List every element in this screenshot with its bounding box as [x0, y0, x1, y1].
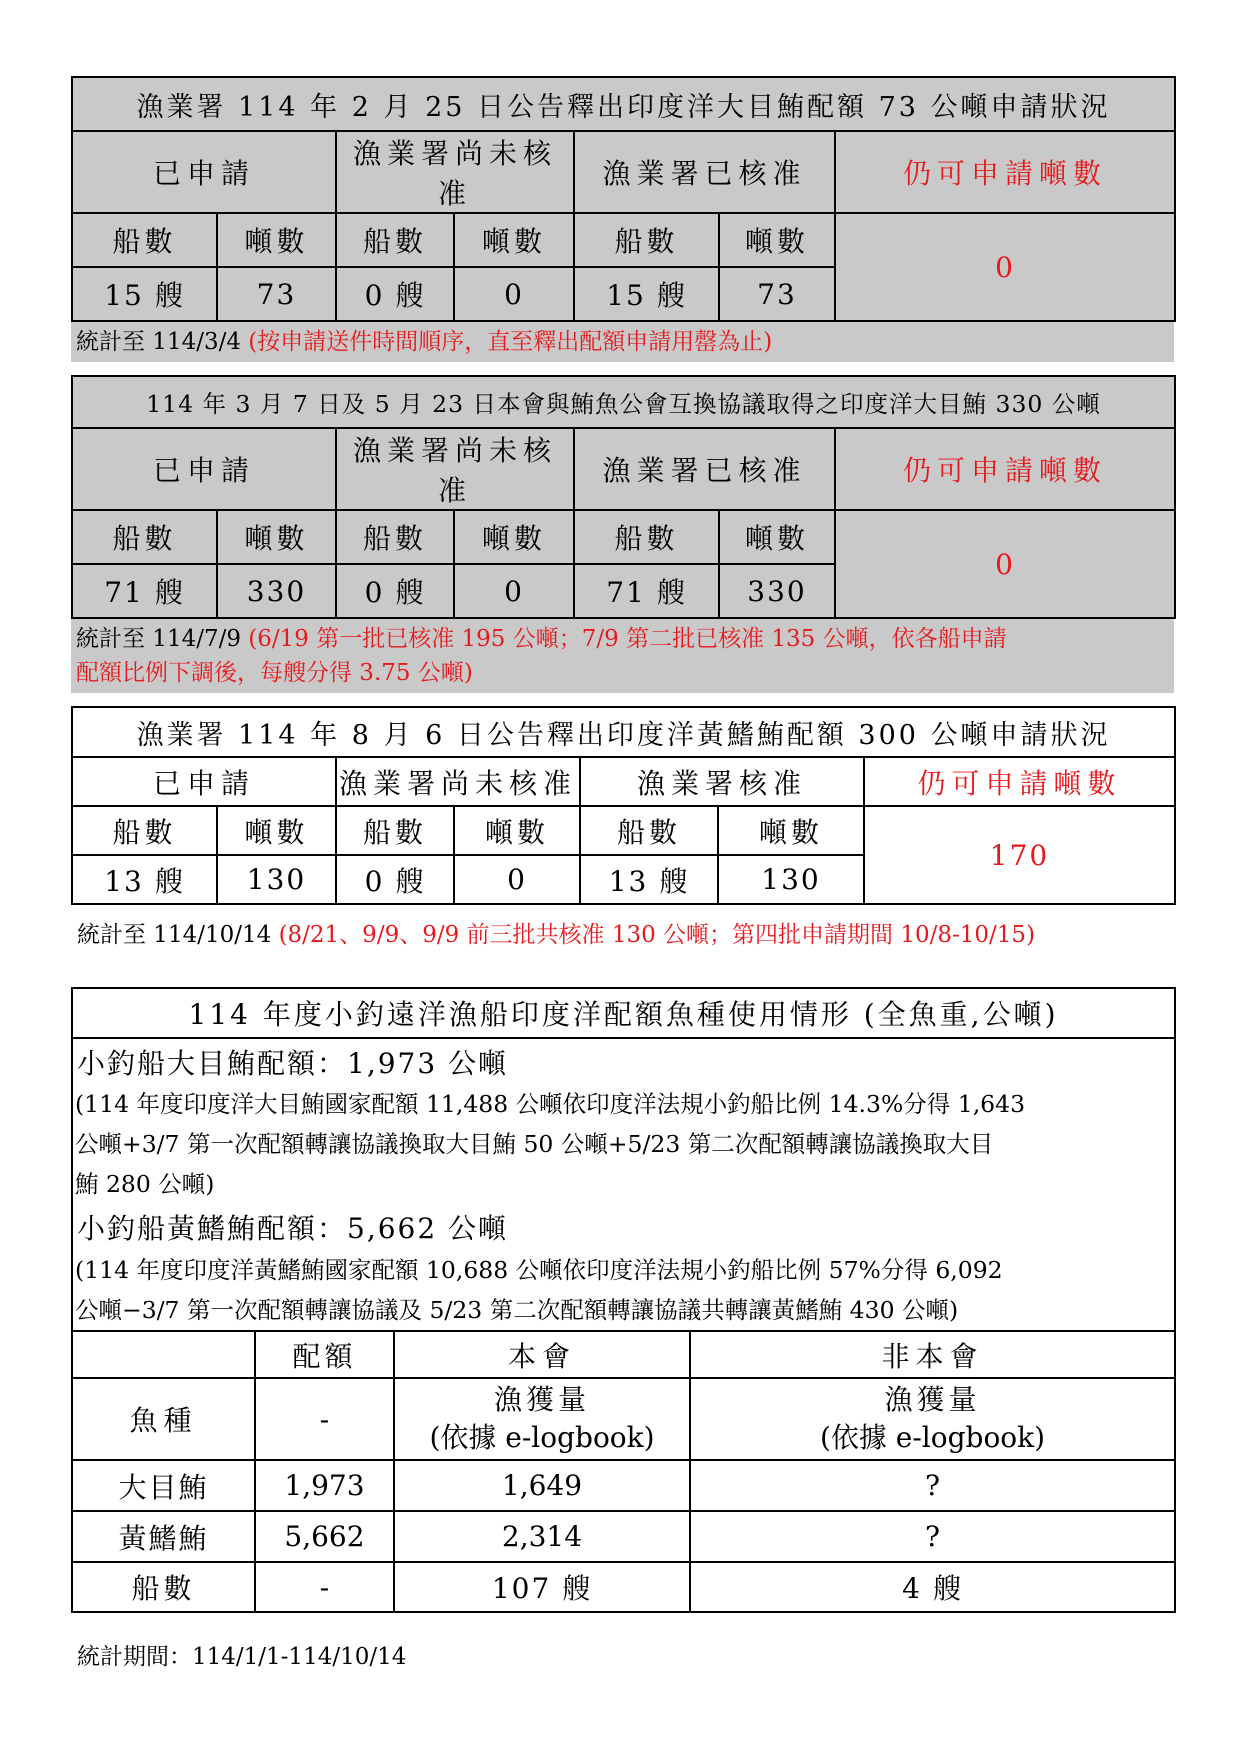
section2-table — [71, 375, 1176, 619]
section2-title: 114 年 3 月 7 日及 5 月 23 日本會與鮪魚公會互換協議取得之印度洋大目鮪 330 公噸 — [72, 376, 1175, 428]
approved-tons: 330 — [719, 564, 835, 618]
section3-table-block — [71, 706, 1174, 905]
section3-table — [71, 706, 1176, 905]
approved-vessels: 71 艘 — [574, 564, 719, 618]
bigeye-nonmember-catch: ? — [690, 1460, 1175, 1511]
remaining-value: 0 — [835, 510, 1175, 618]
vessels-quota: - — [255, 1562, 394, 1612]
subheader-vessels: 船數 — [574, 510, 719, 564]
header-remaining: 仍可申請噸數 — [864, 757, 1175, 806]
yellowfin-line-1: (114 年度印度洋黃鰭鮪國家配額 10,688 公噸依印度洋法規小釣船比例 57%分得 6,092 — [75, 1256, 1003, 1284]
note-detail: (8/21、9/9、9/9 前三批共核准 130 公噸；第四批申請期間 10/8-10/15) — [278, 922, 1036, 948]
section1-note — [71, 322, 1174, 362]
bigeye-quota-explanation — [72, 1084, 1175, 1204]
section3-note — [77, 916, 1035, 949]
header-approved: 漁業署已核准 — [574, 131, 835, 213]
col-header-nonmember: 非本會 — [690, 1331, 1175, 1378]
subheader-tons: 噸數 — [217, 510, 336, 564]
note-line-2: 配額比例下調後，每艘分得 3.75 公噸) — [76, 660, 473, 686]
vessels-nonmember: 4 艘 — [690, 1562, 1175, 1612]
header-remaining: 仍可申請噸數 — [835, 131, 1175, 213]
bigeye-member-catch: 1,649 — [394, 1460, 690, 1511]
subheader-vessels: 船數 — [72, 806, 217, 855]
pending-vessels: 0 艘 — [336, 267, 454, 321]
subheader-tons: 噸數 — [217, 806, 336, 855]
header-pending: 漁業署尚未核准 — [336, 757, 580, 806]
bigeye-quota-heading: 小釣船大目鮪配額：1,973 公噸 — [72, 1038, 1175, 1084]
yellowfin-member-catch: 2,314 — [394, 1511, 690, 1562]
yellowfin-line-2: 公噸−3/7 第一次配額轉讓協議及 5/23 第二次配額轉讓協議共轉讓黃鰭鮪 430 公噸) — [75, 1296, 959, 1324]
col-header-member: 本會 — [394, 1331, 690, 1378]
section2-table-block — [71, 375, 1174, 693]
section4-table — [71, 987, 1176, 1613]
subheader-vessels: 船數 — [574, 213, 719, 267]
applied-tons: 73 — [217, 267, 336, 321]
pending-tons: 0 — [454, 855, 580, 904]
catch-label: 漁獲量 — [493, 1383, 590, 1416]
pending-tons: 0 — [454, 564, 574, 618]
note-detail: (6/19 第一批已核准 195 公噸；7/9 第二批已核准 135 公噸，依各船申請 — [248, 626, 1007, 652]
bigeye-line-3: 鮪 280 公噸) — [75, 1170, 215, 1198]
nonmember-catch-header — [690, 1378, 1175, 1460]
remaining-value: 170 — [864, 806, 1175, 904]
note-date: 統計至 114/10/14 — [77, 922, 279, 948]
col-header-quota: 配額 — [255, 1331, 394, 1378]
approved-tons: 73 — [719, 267, 835, 321]
applied-tons: 130 — [217, 855, 336, 904]
section4-title: 114 年度小釣遠洋漁船印度洋配額魚種使用情形 (全魚重,公噸) — [72, 988, 1175, 1038]
note-detail: (按申請送件時間順序，直至釋出配額申請用罄為止) — [248, 329, 773, 355]
applied-vessels: 13 艘 — [72, 855, 217, 904]
catch-source: (依據 e-logbook) — [429, 1421, 655, 1454]
header-applied: 已申請 — [72, 757, 336, 806]
section3-title: 漁業署 114 年 8 月 6 日公告釋出印度洋黃鰭鮪配額 300 公噸申請狀況 — [72, 707, 1175, 757]
yellowfin-quota-explanation — [72, 1250, 1175, 1331]
subheader-vessels: 船數 — [336, 510, 454, 564]
row-label-bigeye: 大目鮪 — [72, 1460, 255, 1511]
section4-table-block — [71, 987, 1174, 1613]
yellowfin-nonmember-catch: ? — [690, 1511, 1175, 1562]
species-quota-cell: - — [255, 1378, 394, 1460]
approved-tons: 130 — [718, 855, 864, 904]
statistics-period: 統計期間：114/1/1-114/10/14 — [77, 1644, 407, 1670]
bigeye-quota: 1,973 — [255, 1460, 394, 1511]
table-row — [72, 1460, 1175, 1511]
section1-title: 漁業署 114 年 2 月 25 日公告釋出印度洋大目鮪配額 73 公噸申請狀況 — [72, 77, 1175, 131]
subheader-vessels: 船數 — [336, 213, 454, 267]
approved-vessels: 13 艘 — [580, 855, 718, 904]
row-label-yellowfin: 黃鰭鮪 — [72, 1511, 255, 1562]
subheader-vessels: 船數 — [336, 806, 454, 855]
note-line-1 — [76, 622, 1174, 656]
note-date: 統計至 114/3/4 — [76, 329, 249, 355]
pending-vessels: 0 艘 — [336, 564, 454, 618]
vessels-member: 107 艘 — [394, 1562, 690, 1612]
section2-note — [71, 619, 1174, 693]
table-row — [72, 1511, 1175, 1562]
header-pending: 漁業署尚未核准 — [336, 428, 574, 510]
catch-source: (依據 e-logbook) — [819, 1421, 1046, 1454]
pending-tons: 0 — [454, 267, 574, 321]
note-date: 統計至 114/7/9 — [76, 626, 249, 652]
subheader-tons: 噸數 — [719, 510, 835, 564]
header-approved: 漁業署核准 — [580, 757, 864, 806]
header-applied: 已申請 — [72, 131, 336, 213]
header-pending: 漁業署尚未核准 — [336, 131, 574, 213]
subheader-vessels: 船數 — [72, 510, 217, 564]
applied-vessels: 15 艘 — [72, 267, 217, 321]
bigeye-line-1: (114 年度印度洋大目鮪國家配額 11,488 公噸依印度洋法規小釣船比例 14.3%分得 1,643 — [75, 1090, 1026, 1118]
header-applied: 已申請 — [72, 428, 336, 510]
subheader-vessels: 船數 — [580, 806, 718, 855]
subheader-tons: 噸數 — [454, 213, 574, 267]
subheader-tons: 噸數 — [718, 806, 864, 855]
applied-tons: 330 — [217, 564, 336, 618]
corner-cell — [72, 1331, 255, 1378]
catch-label: 漁獲量 — [884, 1383, 981, 1416]
row-header-species: 魚種 — [72, 1378, 255, 1460]
yellowfin-quota-heading: 小釣船黃鰭鮪配額：5,662 公噸 — [72, 1204, 1175, 1250]
header-approved: 漁業署已核准 — [574, 428, 835, 510]
subheader-tons: 噸數 — [454, 510, 574, 564]
section1-table — [71, 76, 1176, 322]
table-row — [72, 1562, 1175, 1612]
subheader-vessels: 船數 — [72, 213, 217, 267]
row-label-vessels: 船數 — [72, 1562, 255, 1612]
approved-vessels: 15 艘 — [574, 267, 719, 321]
applied-vessels: 71 艘 — [72, 564, 217, 618]
bigeye-line-2: 公噸+3/7 第一次配額轉讓協議換取大目鮪 50 公噸+5/23 第二次配額轉讓協議換取大目 — [75, 1130, 994, 1158]
subheader-tons: 噸數 — [454, 806, 580, 855]
yellowfin-quota: 5,662 — [255, 1511, 394, 1562]
subheader-tons: 噸數 — [217, 213, 336, 267]
subheader-tons: 噸數 — [719, 213, 835, 267]
header-remaining: 仍可申請噸數 — [835, 428, 1175, 510]
member-catch-header — [394, 1378, 690, 1460]
remaining-value: 0 — [835, 213, 1175, 321]
section1-table-block — [71, 76, 1174, 362]
pending-vessels: 0 艘 — [336, 855, 454, 904]
